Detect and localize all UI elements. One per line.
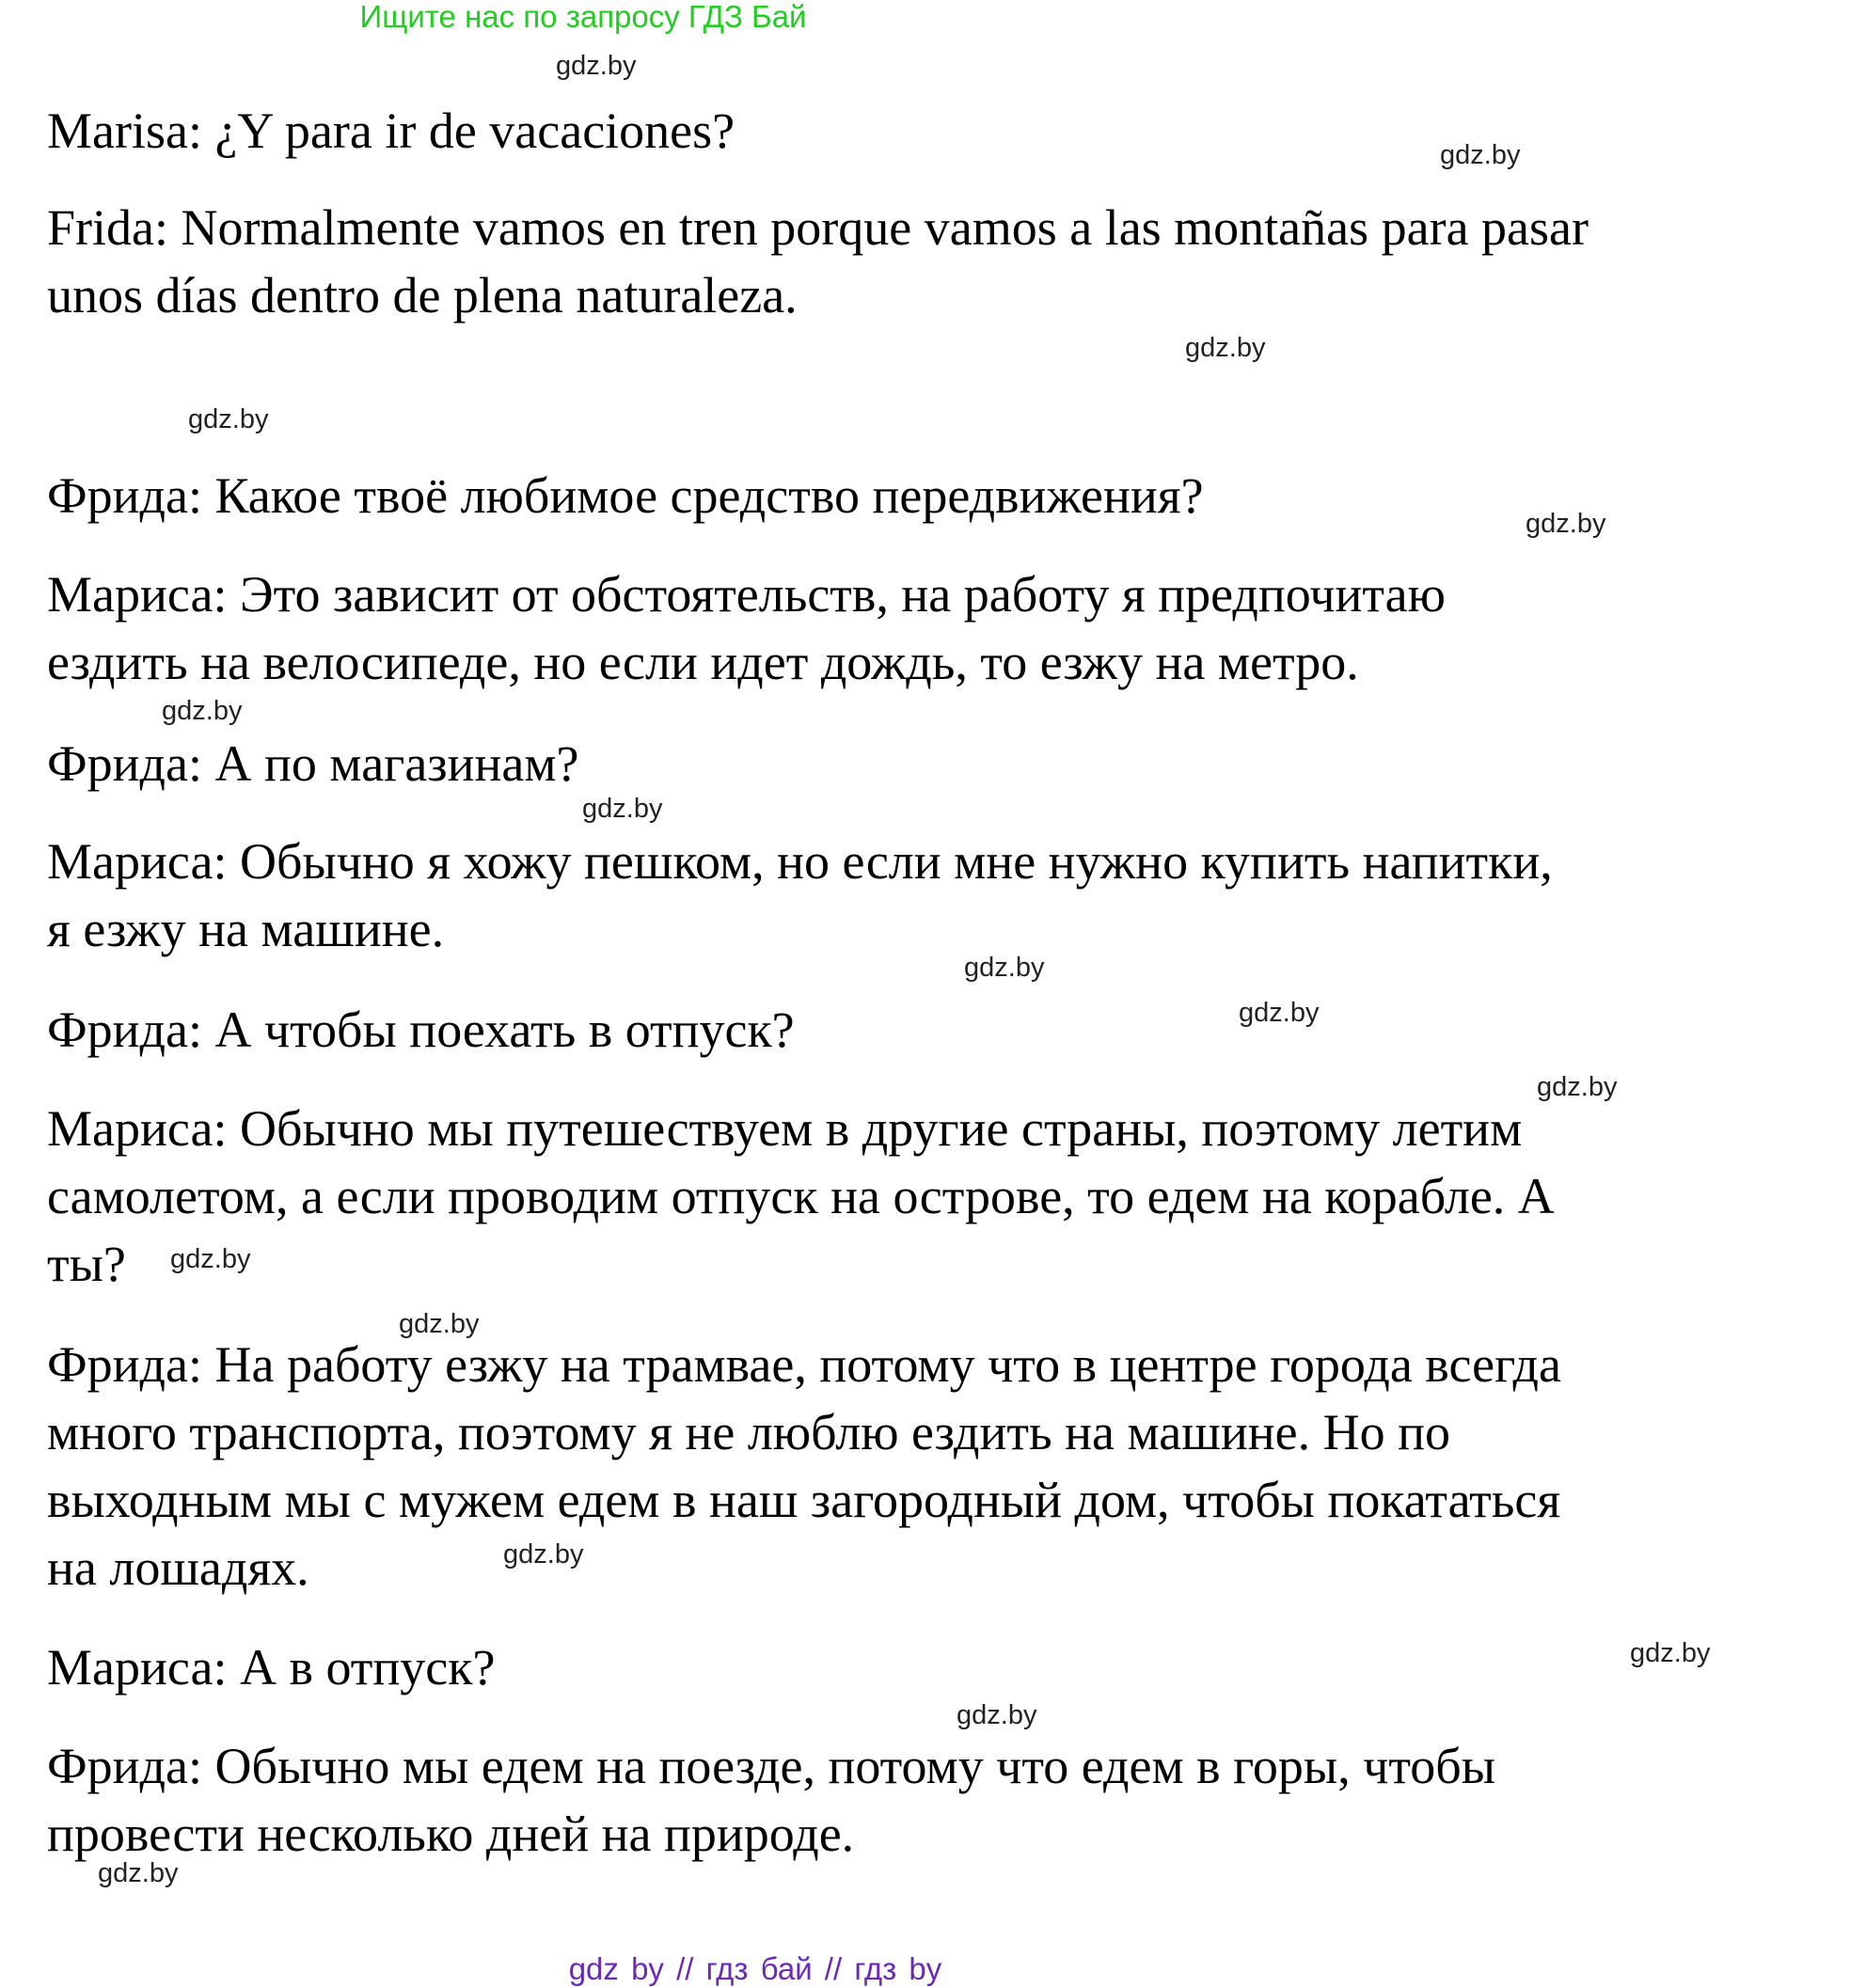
line-text: Фрида: На работу езжу на трамвае, потому что в центре города всегда xyxy=(47,1336,1561,1393)
watermark-text: gdz.by xyxy=(964,953,1045,983)
top-banner-link[interactable]: Ищите нас по запросу ГДЗ Бай xyxy=(359,0,807,34)
line-text: ты? xyxy=(47,1236,126,1292)
line-text: Мариса: Обычно мы путешествуем в другие страны, поэтому летим xyxy=(47,1100,1523,1157)
line-text: ездить на велосипеде, но если идет дождь, то езжу на метро. xyxy=(47,634,1359,690)
watermark-text: gdz.by xyxy=(1526,509,1606,539)
dialogue-line-frida-4 xyxy=(47,996,1759,1064)
line-text: Мариса: Обычно я хожу пешком, но если мне нужно купить напитки, xyxy=(47,833,1553,890)
line-text: я езжу на машине. xyxy=(47,901,445,957)
dialogue-line-frida-6 xyxy=(47,1732,1759,1868)
watermark-text: gdz.by xyxy=(399,1309,480,1339)
footer-links[interactable]: gdz by // гдз бай // гдз by xyxy=(568,1951,942,1986)
watermark-text: gdz.by xyxy=(957,1700,1037,1730)
watermark-text: gdz.by xyxy=(1630,1638,1711,1668)
watermark-text: gdz.by xyxy=(1440,140,1521,170)
line-text: Marisa: ¿Y para ir de vacaciones? xyxy=(47,103,735,159)
watermark-text: gdz.by xyxy=(503,1539,584,1570)
watermark-text: gdz.by xyxy=(556,51,637,81)
line-text: на лошадях. xyxy=(47,1539,309,1596)
watermark-text: gdz.by xyxy=(1185,333,1266,363)
dialogue-line-marisa-5 xyxy=(47,1633,1759,1701)
dialogue-line-frida-2 xyxy=(47,462,1759,529)
line-text: выходным мы с мужем едем в наш загородный дом, чтобы покататься xyxy=(47,1472,1561,1528)
line-text: много транспорта, поэтому я не люблю ездить на машине. Но по xyxy=(47,1404,1451,1460)
line-text: Мариса: Это зависит от обстоятельств, на работу я предпочитаю xyxy=(47,566,1446,623)
watermark-text: gdz.by xyxy=(1537,1072,1618,1102)
line-text: провести несколько дней на природе. xyxy=(47,1806,855,1862)
line-text: самолетом, а если проводим отпуск на острове, то едем на корабле. А xyxy=(47,1168,1555,1224)
watermark-text: gdz.by xyxy=(1239,998,1320,1028)
watermark-text: gdz.by xyxy=(582,794,663,824)
dialogue-line-frida-5 xyxy=(47,1331,1759,1601)
dialogue-line-marisa-2 xyxy=(47,560,1759,696)
watermark-text: gdz.by xyxy=(188,404,269,434)
line-text: Фрида: Обычно мы едем на поезде, потому что едем в горы, чтобы xyxy=(47,1738,1496,1794)
dialogue-line-marisa-3 xyxy=(47,828,1759,963)
watermark-text: gdz.by xyxy=(98,1858,179,1888)
line-text: unos días dentro de plena naturaleza. xyxy=(47,267,798,323)
line-text: Фрида: А чтобы поехать в отпуск? xyxy=(47,1002,795,1058)
line-text: Мариса: А в отпуск? xyxy=(47,1639,496,1696)
watermark-text: gdz.by xyxy=(162,696,243,726)
dialogue-line-marisa-4 xyxy=(47,1095,1759,1298)
dialogue-line-frida-3 xyxy=(47,730,1759,797)
watermark-text: gdz.by xyxy=(170,1244,251,1274)
dialogue-line-frida-1 xyxy=(47,194,1759,329)
line-text: Frida: Normalmente vamos en tren porque vamos a las montañas para pasar xyxy=(47,199,1589,256)
line-text: Фрида: Какое твоё любимое средство передвижения? xyxy=(47,467,1204,524)
line-text: Фрида: А по магазинам? xyxy=(47,735,579,792)
